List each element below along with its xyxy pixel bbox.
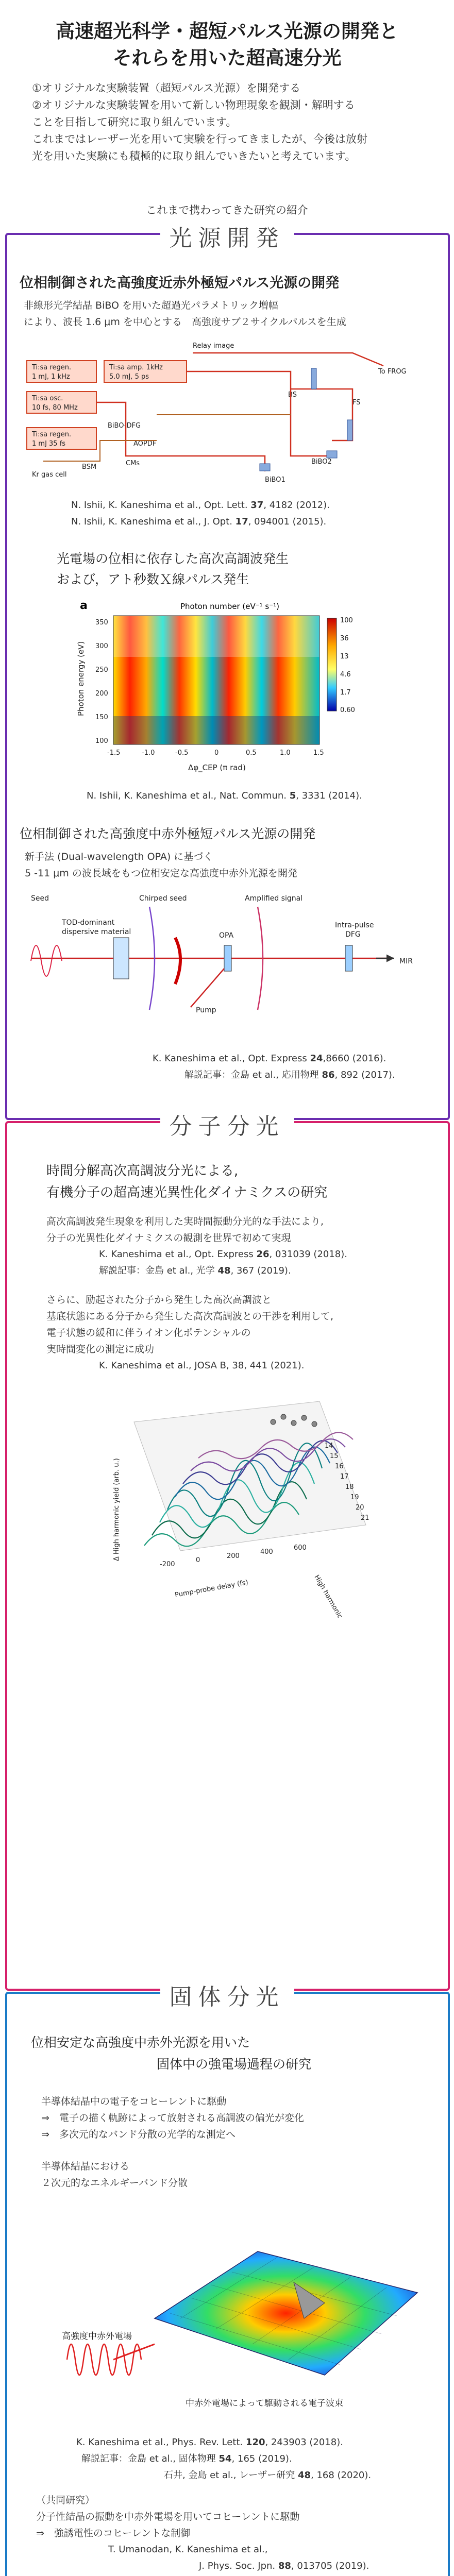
- topic2-title1: 光電場の位相に依存した高次高調波発生: [57, 551, 289, 566]
- cb-tick-0: 100: [340, 617, 353, 624]
- x-tick-2: -0.5: [175, 749, 189, 757]
- fig-label-wavepacket: 中赤外電場によって駆動される電子波束: [186, 2398, 343, 2409]
- topic1-ref2: N. Ishii, K. Kaneshima et al., J. Opt. 17, 094001 (2015).: [71, 516, 327, 527]
- panel-label: a: [80, 599, 88, 612]
- note-2: 光を用いた実験にも積極的に取り組んでいきたいと考えています。: [32, 150, 356, 162]
- solid-p5: ２次元的なエネルギーバンド分散: [41, 2177, 188, 2189]
- wf-xtick-1: 0: [196, 1556, 200, 1564]
- solid-ref1: K. Kaneshima et al., Phys. Rev. Lett. 120, 243903 (2018).: [76, 2437, 343, 2448]
- diag-label-kr: Kr gas cell: [32, 471, 67, 479]
- topic3-desc2: 5 -11 μm の波長域をもつ位相安定な高強度中赤外光源を開発: [25, 868, 297, 879]
- topic1-desc1: 非線形光学結晶 BiBO を用いた超過光パラメトリック増幅: [24, 300, 278, 311]
- colorbar: [327, 618, 337, 711]
- topic3-desc1: 新手法 (Dual-wavelength OPA) に基づく: [25, 851, 213, 862]
- goal-1: ①オリジナルな実験装置（超短パルス光源）を開発する: [32, 82, 301, 94]
- molecular-heading: 分子分光: [0, 1108, 454, 1141]
- solid-ref2b: J. Phys. Soc. Jpn. 88, 013705 (2019).: [199, 2561, 369, 2571]
- page-title-line2: それらを用いた超高速分光: [112, 47, 342, 69]
- diag-label-regen1: Ti:sa regen.: [32, 364, 72, 371]
- cb-tick-5: 0.60: [340, 706, 355, 714]
- wf-ztick-3: 17: [340, 1473, 349, 1481]
- mol-ref1b: 解説記事：金島 et al., 光学 48, 367 (2019).: [99, 1265, 291, 1276]
- wf-xtick-2: 200: [227, 1552, 240, 1560]
- light-source-heading: 光源開発: [0, 219, 454, 252]
- diag-label-amp: Ti:sa amp. 1kHz: [109, 364, 163, 371]
- solid-ref1b: 解説記事：金島 et al., 固体物理 54, 165 (2019).: [81, 2453, 292, 2464]
- y-tick-4: 150: [95, 714, 108, 721]
- topic1-title: 位相制御された高強度近赤外極短パルス光源の開発: [20, 275, 340, 291]
- wf-ztick-5: 19: [350, 1494, 359, 1501]
- svg-text:FS: FS: [352, 399, 361, 406]
- x-tick-5: 1.0: [280, 749, 291, 757]
- x-tick-4: 0.5: [246, 749, 257, 757]
- wf-ztick-7: 21: [361, 1514, 369, 1522]
- svg-text:TOD-dominant: TOD-dominant: [62, 919, 115, 927]
- wf-xtick-3: 400: [260, 1548, 273, 1556]
- x-tick-6: 1.5: [313, 749, 324, 757]
- waterfall-plot: [98, 1391, 386, 1618]
- wf-y-label: Δ High harmonic yield (arb. u.): [113, 1458, 121, 1561]
- solid-p4: 半導体結晶における: [41, 2161, 130, 2172]
- dispersive-material: [113, 938, 129, 979]
- mol-p1-1: 高次高調波発生現象を利用した実時間振動分光的な手法により,: [46, 1216, 324, 1227]
- intro-goals: [32, 80, 434, 165]
- topic2-title2: および，アト秒数Ｘ線パルス発生: [57, 572, 249, 587]
- opa-crystal: [224, 945, 231, 971]
- mol-ref1: K. Kaneshima et al., Opt. Express 26, 031039 (2018).: [99, 1249, 347, 1260]
- svg-text:dispersive material: dispersive material: [62, 928, 131, 936]
- wf-ztick-2: 16: [335, 1463, 344, 1470]
- optical-setup-diagram: [23, 337, 430, 492]
- solid-t1-title2: 固体中の強電場過程の研究: [157, 2057, 312, 2072]
- page-title-line1: 高速超光科学・超短パルス光源の開発と: [56, 20, 398, 42]
- x-tick-0: -1.5: [107, 749, 121, 757]
- solid-p7: ⇒ 強誘電性のコヒーレントな制御: [36, 2528, 191, 2539]
- band-dispersion-figure: [36, 2190, 428, 2427]
- svg-text:CMs: CMs: [126, 460, 140, 467]
- svg-text:1 mJ 35 fs: 1 mJ 35 fs: [32, 440, 66, 448]
- opa-label-opa: OPA: [219, 931, 234, 940]
- diag-label-regen2: Ti:sa regen.: [32, 431, 72, 438]
- wf-ztick-6: 20: [356, 1504, 364, 1512]
- wf-ztick-1: 15: [330, 1452, 339, 1460]
- topic2-ref: N. Ishii, K. Kaneshima et al., Nat. Commun. 5, 3331 (2014).: [87, 790, 362, 801]
- wf-ztick-0: 14: [325, 1442, 333, 1450]
- opa-label-amplified: Amplified signal: [245, 894, 303, 903]
- goal-2: ②オリジナルな実験装置を用いて新しい物理現象を観測・解明する: [32, 99, 355, 111]
- x-axis-label: Δφ_CEP (π rad): [188, 763, 246, 772]
- dual-wavelength-opa-diagram: [21, 886, 433, 1041]
- solid-coop: （共同研究）: [36, 2495, 95, 2506]
- solid-t1-title1: 位相安定な高強度中赤外光源を用いた: [31, 2035, 250, 2050]
- solid-p1: 半導体結晶中の電子をコヒーレントに駆動: [41, 2096, 227, 2107]
- svg-text:To FROG: To FROG: [378, 368, 407, 376]
- opa-label-chirped: Chirped seed: [139, 894, 187, 903]
- diag-label-osc: Ti:sa osc.: [32, 395, 63, 402]
- topic3-ref1: K. Kaneshima et al., Opt. Express 24,8660 (2016).: [153, 1053, 386, 1064]
- x-tick-1: -1.0: [142, 749, 155, 757]
- note-1: これまではレーザー光を用いて実験を行ってきましたが、今後は放射: [32, 133, 367, 145]
- mol-p2-4: 実時間変化の測定に成功: [46, 1344, 155, 1355]
- opa-label-mir: MIR: [399, 957, 413, 965]
- topic1-ref1: N. Ishii, K. Kaneshima et al., Opt. Lett. 37, 4182 (2012).: [71, 500, 330, 511]
- y-tick-0: 350: [95, 619, 108, 626]
- goal-3: ことを目指して研究に取り組んでいます。: [32, 116, 237, 128]
- svg-text:BiBO-DFG: BiBO-DFG: [108, 422, 141, 430]
- solid-ref2a: T. Umanodan, K. Kaneshima et al.,: [108, 2544, 268, 2555]
- mol-p2-3: 電子状態の緩和に伴うイオン化ポテンシャルの: [46, 1327, 251, 1338]
- mol-p2-2: 基底状態にある分子から発生した高次高調波との干渉を利用して,: [46, 1311, 334, 1322]
- opa-label-seed: Seed: [31, 894, 49, 903]
- y-tick-3: 200: [95, 690, 108, 698]
- solid-p2: ⇒ 電子の描く軌跡によって放射される高調波の偏光が変化: [41, 2112, 304, 2124]
- wf-xtick-0: -200: [160, 1561, 175, 1568]
- svg-text:BS: BS: [288, 391, 297, 399]
- cb-tick-1: 36: [340, 635, 349, 642]
- solid-heading: 固体分光: [0, 1978, 454, 2011]
- topic3-title: 位相制御された高強度中赤外極短パルス光源の開発: [20, 826, 316, 841]
- svg-text:BSM: BSM: [82, 463, 97, 471]
- page-header: [0, 0, 454, 180]
- fig-label-mir: 高強度中赤外電場: [62, 2331, 132, 2342]
- svg-text:AOPDF: AOPDF: [133, 440, 157, 448]
- cb-tick-4: 1.7: [340, 689, 351, 697]
- mol-title2: 有機分子の超高速光異性化ダイナミクスの研究: [46, 1185, 328, 1200]
- diag-label-relay: Relay image: [193, 342, 234, 350]
- topic3-ref2: 解説記事：金島 et al., 応用物理 86, 892 (2017).: [184, 1070, 395, 1080]
- wf-ztick-4: 18: [345, 1483, 354, 1491]
- svg-text:10 fs, 80 MHz: 10 fs, 80 MHz: [32, 404, 78, 412]
- opa-label-pump: Pump: [196, 1006, 216, 1014]
- hhg-cep-heatmap: [72, 598, 376, 778]
- x-tick-3: 0: [214, 749, 219, 757]
- topic1-desc2: により、波長 1.6 μm を中心とする 高強度サブ２サイクルパルスを生成: [24, 316, 346, 328]
- mol-p1-2: 分子の光異性化ダイナミクスの観測を世界で初めて実現: [46, 1232, 291, 1244]
- y-axis-label: Photon energy (eV): [76, 641, 86, 716]
- solid-p3: ⇒ 多次元的なバンド分散の光学的な測定へ: [41, 2129, 236, 2140]
- cb-tick-3: 4.6: [340, 671, 351, 679]
- mol-ref2: K. Kaneshima et al., JOSA B, 38, 441 (2021).: [99, 1360, 305, 1371]
- svg-text:BiBO1: BiBO1: [265, 476, 285, 484]
- solid-p6: 分子性結晶の振動を中赤外電場を用いてコヒーレントに駆動: [36, 2511, 300, 2522]
- cb-tick-2: 13: [340, 653, 349, 660]
- solid-ref1c: 石井, 金島 et al., レーザー研究 48, 168 (2020).: [164, 2470, 372, 2481]
- svg-text:5.0 mJ, 5 ps: 5.0 mJ, 5 ps: [109, 373, 149, 381]
- wf-x-label: Pump-probe delay (fs): [174, 1579, 249, 1599]
- mol-title1: 時間分解高次高調波分光による,: [46, 1163, 239, 1179]
- dfg-crystal: [345, 945, 352, 971]
- lead-text: これまで携わってきた研究の紹介: [146, 204, 308, 216]
- wf-xtick-4: 600: [294, 1544, 307, 1552]
- mol-p2-1: さらに、励起された分子から発生した高次高調波と: [46, 1294, 272, 1306]
- y-tick-1: 300: [95, 642, 108, 650]
- band-surface: [155, 2251, 417, 2375]
- svg-text:BiBO2: BiBO2: [311, 458, 332, 466]
- svg-text:DFG: DFG: [345, 930, 361, 939]
- svg-text:Intra-pulse: Intra-pulse: [335, 921, 374, 929]
- y-tick-2: 250: [95, 666, 108, 674]
- mir-wave: [67, 2344, 155, 2375]
- colorbar-title: Photon number (eV⁻¹ s⁻¹): [180, 602, 280, 611]
- svg-text:1 mJ, 1 kHz: 1 mJ, 1 kHz: [32, 373, 70, 381]
- chirped-mirror: [175, 938, 180, 984]
- y-tick-5: 100: [95, 737, 108, 745]
